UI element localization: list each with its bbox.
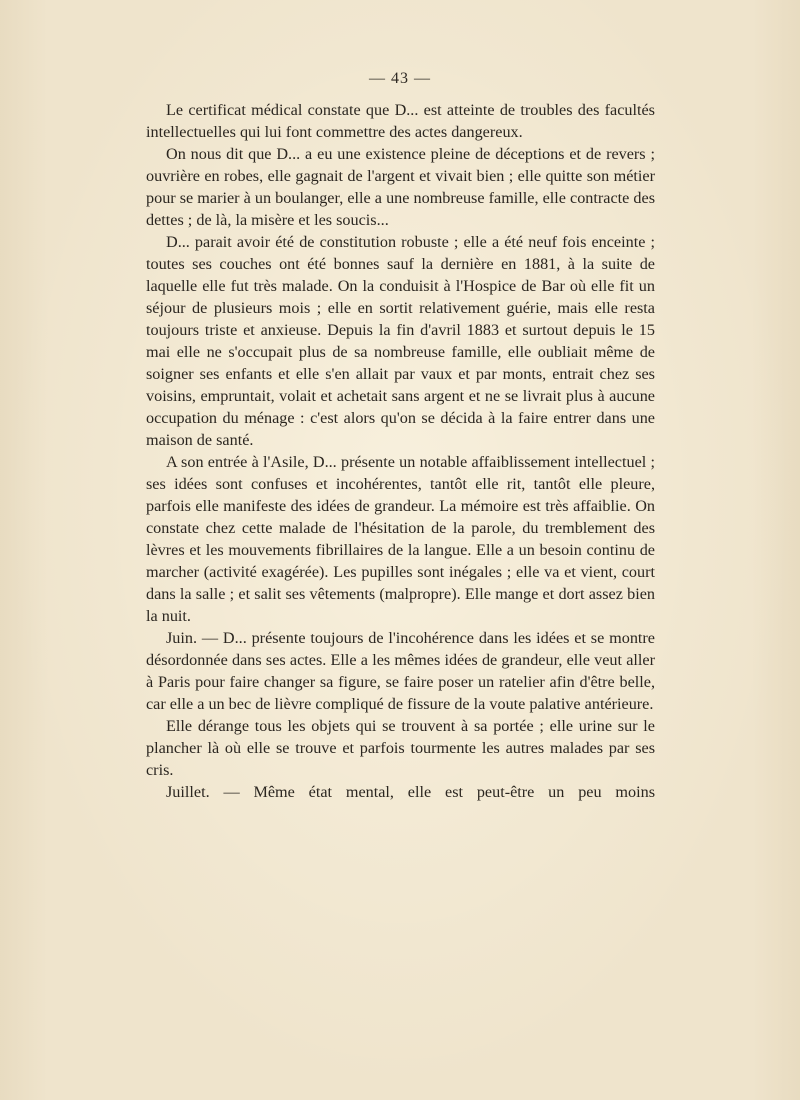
paragraph: Le certificat médical constate que D... est atteinte de troubles des facultés intellectuelles qui lui font commettre des actes dangereux. [146, 101, 655, 141]
paragraph: On nous dit que D... a eu une existence pleine de déceptions et de revers ; ouvrière en robes, elle gagnait de l'argent et vivait bien ; elle quitte son métier pour se marier à un boulanger, elle a une nombreuse famille, elle contracte des dettes ; de là, la misère et les soucis... [146, 145, 655, 229]
paragraph: Juin. — D... présente toujours de l'incohérence dans les idées et se montre désordonnée dans ses actes. Elle a les mêmes idées de grandeur, elle veut aller à Paris pour faire changer sa figure, se faire poser un ratelier afin d'être belle, car elle a un bec de lièvre compliqué de fissure de la voute palative antérieure. [146, 629, 655, 713]
paragraph: Juillet. — Même état mental, elle est peut-être un peu moins [166, 783, 655, 801]
body-text [146, 99, 655, 803]
paragraph: D... parait avoir été de constitution robuste ; elle a été neuf fois enceinte ; toutes ses couches ont été bonnes sauf la dernière en 1881, à la suite de laquelle elle fut très malade. On la conduisit à l'Hospice de Bar où elle fit un séjour de plusieurs mois ; elle en sortit relativement guérie, mais elle resta toujours triste et anxieuse. Depuis la fin d'avril 1883 et surtout depuis le 15 mai elle ne s'occupait plus de sa nombreuse famille, elle oubliait même de soigner ses enfants et elle s'en allait par vaux et par monts, entrait chez ses voisins, empruntait, volait et achetait sans argent et ne se livrait plus à aucune occupation du ménage : c'est alors qu'on se décida à la faire entrer dans une maison de santé. [146, 233, 655, 449]
paragraph: Elle dérange tous les objets qui se trouvent à sa portée ; elle urine sur le plancher là où elle se trouve et parfois tourmente les autres malades par ses cris. [146, 717, 655, 779]
paragraph: A son entrée à l'Asile, D... présente un notable affaiblissement intellectuel ; ses idées sont confuses et incohérentes, tantôt elle rit, tantôt elle pleure, parfois elle manifeste des idées de grandeur. La mémoire est très affaiblie. On constate chez cette malade de l'hésitation de la parole, du tremblement des lèvres et les mouvements fibrillaires de la langue. Elle a un besoin continu de marcher (activité exagérée). Les pupilles sont inégales ; elle va et vient, court dans la salle ; et salit ses vêtements (malpropre). Elle mange et dort assez bien la nuit. [146, 453, 655, 625]
page-number: — 43 — [369, 70, 431, 87]
